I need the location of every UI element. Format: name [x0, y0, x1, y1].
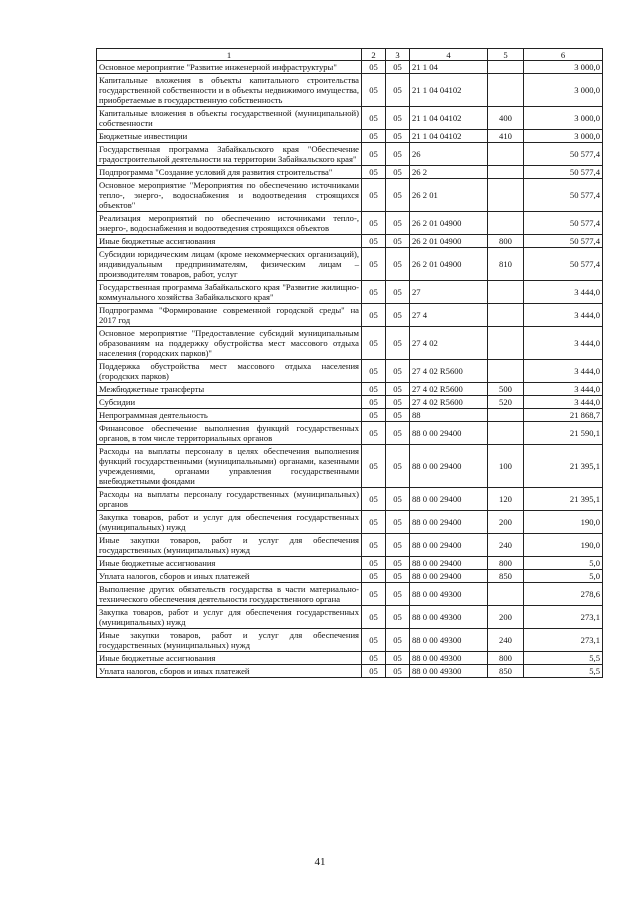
target-article-code: 27 4 02: [410, 327, 488, 360]
amount: 273,1: [524, 629, 603, 652]
amount: 3 000,0: [524, 130, 603, 143]
section-code: 05: [362, 422, 386, 445]
expense-type-code: [488, 360, 524, 383]
section-code: 05: [362, 665, 386, 678]
expense-type-code: 410: [488, 130, 524, 143]
subsection-code: 05: [386, 409, 410, 422]
item-name: Подпрограмма "Формирование современной городской среды" на 2017 год: [97, 304, 362, 327]
table-row: [97, 606, 603, 629]
table-row: [97, 248, 603, 281]
item-name: Иные закупки товаров, работ и услуг для обеспечения государственных (муниципальных) нужд: [97, 629, 362, 652]
table-row: [97, 327, 603, 360]
expense-type-code: 850: [488, 665, 524, 678]
header-col-5: 5: [488, 49, 524, 61]
subsection-code: 05: [386, 511, 410, 534]
item-name: Государственная программа Забайкальского края "Развитие жилищно-коммунального хозяйства Забайкальского края": [97, 281, 362, 304]
target-article-code: 88 0 00 29400: [410, 488, 488, 511]
table-row: [97, 179, 603, 212]
header-col-2: 2: [362, 49, 386, 61]
amount: 21 590,1: [524, 422, 603, 445]
table-row: [97, 583, 603, 606]
subsection-code: 05: [386, 143, 410, 166]
section-code: 05: [362, 488, 386, 511]
section-code: 05: [362, 557, 386, 570]
amount: 21 868,7: [524, 409, 603, 422]
subsection-code: 05: [386, 383, 410, 396]
amount: 5,5: [524, 665, 603, 678]
item-name: Иные закупки товаров, работ и услуг для обеспечения государственных (муниципальных) нужд: [97, 534, 362, 557]
item-name: Уплата налогов, сборов и иных платежей: [97, 570, 362, 583]
subsection-code: 05: [386, 248, 410, 281]
subsection-code: 05: [386, 235, 410, 248]
target-article-code: 88 0 00 49300: [410, 629, 488, 652]
item-name: Основное мероприятие "Развитие инженерной инфраструктуры": [97, 61, 362, 74]
item-name: Субсидии юридическим лицам (кроме некоммерческих организаций), индивидуальным предпринимателям, физическим лицам – производителям товаров, работ, услуг: [97, 248, 362, 281]
item-name: Уплата налогов, сборов и иных платежей: [97, 665, 362, 678]
amount: 190,0: [524, 511, 603, 534]
target-article-code: 27 4 02 R5600: [410, 383, 488, 396]
header-col-3: 3: [386, 49, 410, 61]
amount: 3 444,0: [524, 327, 603, 360]
amount: 50 577,4: [524, 166, 603, 179]
target-article-code: 88 0 00 49300: [410, 606, 488, 629]
section-code: 05: [362, 511, 386, 534]
target-article-code: 21 1 04 04102: [410, 107, 488, 130]
section-code: 05: [362, 383, 386, 396]
item-name: Подпрограмма "Создание условий для развития строительства": [97, 166, 362, 179]
table-row: [97, 488, 603, 511]
section-code: 05: [362, 409, 386, 422]
table-row: [97, 130, 603, 143]
target-article-code: 88: [410, 409, 488, 422]
target-article-code: 88 0 00 29400: [410, 511, 488, 534]
section-code: 05: [362, 74, 386, 107]
table-row: [97, 74, 603, 107]
expense-type-code: 400: [488, 107, 524, 130]
target-article-code: 21 1 04 04102: [410, 130, 488, 143]
table-row: [97, 235, 603, 248]
header-row: [97, 49, 603, 61]
target-article-code: 26 2 01 04900: [410, 248, 488, 281]
table-row: [97, 422, 603, 445]
amount: 278,6: [524, 583, 603, 606]
expense-type-code: [488, 74, 524, 107]
amount: 50 577,4: [524, 212, 603, 235]
table-row: [97, 304, 603, 327]
target-article-code: 26: [410, 143, 488, 166]
target-article-code: 27 4: [410, 304, 488, 327]
item-name: Основное мероприятие "Предоставление субсидий муниципальным образованиям на поддержку обустройства мест массового отдыха населения (городских парков)": [97, 327, 362, 360]
target-article-code: 26 2 01: [410, 179, 488, 212]
table-row: [97, 409, 603, 422]
expense-type-code: 810: [488, 248, 524, 281]
subsection-code: 05: [386, 570, 410, 583]
expense-type-code: 800: [488, 557, 524, 570]
target-article-code: 88 0 00 29400: [410, 422, 488, 445]
subsection-code: 05: [386, 629, 410, 652]
amount: 50 577,4: [524, 179, 603, 212]
expense-type-code: 100: [488, 445, 524, 488]
header-col-1: 1: [97, 49, 362, 61]
subsection-code: 05: [386, 606, 410, 629]
section-code: 05: [362, 212, 386, 235]
item-name: Финансовое обеспечение выполнения функций государственных органов, в том числе территориальных органов: [97, 422, 362, 445]
subsection-code: 05: [386, 304, 410, 327]
amount: 5,0: [524, 557, 603, 570]
subsection-code: 05: [386, 130, 410, 143]
section-code: 05: [362, 652, 386, 665]
section-code: 05: [362, 583, 386, 606]
amount: 190,0: [524, 534, 603, 557]
item-name: Расходы на выплаты персоналу в целях обеспечения выполнения функций государственными (муниципальными) органами, казенными учреждениями, органами управления государственными внебюджетными фондами: [97, 445, 362, 488]
section-code: 05: [362, 61, 386, 74]
expense-type-code: 120: [488, 488, 524, 511]
table-row: [97, 61, 603, 74]
item-name: Иные бюджетные ассигнования: [97, 235, 362, 248]
subsection-code: 05: [386, 327, 410, 360]
expense-type-code: [488, 61, 524, 74]
expense-type-code: 240: [488, 629, 524, 652]
expense-type-code: 520: [488, 396, 524, 409]
expense-type-code: [488, 304, 524, 327]
section-code: 05: [362, 166, 386, 179]
amount: 3 444,0: [524, 281, 603, 304]
subsection-code: 05: [386, 665, 410, 678]
item-name: Субсидии: [97, 396, 362, 409]
expense-type-code: 800: [488, 652, 524, 665]
expense-type-code: [488, 583, 524, 606]
target-article-code: 21 1 04 04102: [410, 74, 488, 107]
table-row: [97, 570, 603, 583]
target-article-code: 27: [410, 281, 488, 304]
table-row: [97, 360, 603, 383]
section-code: 05: [362, 281, 386, 304]
amount: 21 395,1: [524, 445, 603, 488]
item-name: Иные бюджетные ассигнования: [97, 557, 362, 570]
expense-type-code: [488, 281, 524, 304]
section-code: 05: [362, 304, 386, 327]
item-name: Закупка товаров, работ и услуг для обеспечения государственных (муниципальных) нужд: [97, 511, 362, 534]
expense-type-code: [488, 166, 524, 179]
target-article-code: 88 0 00 49300: [410, 652, 488, 665]
item-name: Расходы на выплаты персоналу государственных (муниципальных) органов: [97, 488, 362, 511]
subsection-code: 05: [386, 166, 410, 179]
section-code: 05: [362, 327, 386, 360]
table-row: [97, 383, 603, 396]
table-row: [97, 107, 603, 130]
item-name: Бюджетные инвестиции: [97, 130, 362, 143]
amount: 273,1: [524, 606, 603, 629]
item-name: Основное мероприятие "Мероприятия по обеспечению источниками тепло-, энерго-, водоснабжения и водоотведения строящихся объектов": [97, 179, 362, 212]
section-code: 05: [362, 235, 386, 248]
amount: 50 577,4: [524, 248, 603, 281]
subsection-code: 05: [386, 583, 410, 606]
section-code: 05: [362, 248, 386, 281]
target-article-code: 26 2 01 04900: [410, 212, 488, 235]
table-row: [97, 281, 603, 304]
target-article-code: 88 0 00 49300: [410, 583, 488, 606]
subsection-code: 05: [386, 212, 410, 235]
expense-type-code: 200: [488, 606, 524, 629]
target-article-code: 21 1 04: [410, 61, 488, 74]
table-row: [97, 212, 603, 235]
table-row: [97, 557, 603, 570]
amount: 3 444,0: [524, 383, 603, 396]
item-name: Поддержка обустройства мест массового отдыха населения (городских парков): [97, 360, 362, 383]
amount: 50 577,4: [524, 235, 603, 248]
table-row: [97, 143, 603, 166]
target-article-code: 26 2: [410, 166, 488, 179]
section-code: 05: [362, 143, 386, 166]
target-article-code: 88 0 00 29400: [410, 445, 488, 488]
amount: 50 577,4: [524, 143, 603, 166]
amount: 3 000,0: [524, 74, 603, 107]
section-code: 05: [362, 396, 386, 409]
item-name: Капитальные вложения в объекты капитального строительства государственной собственности и в объекты недвижимого имущества, приобретаемые в государственную собственность: [97, 74, 362, 107]
amount: 5,5: [524, 652, 603, 665]
subsection-code: 05: [386, 107, 410, 130]
subsection-code: 05: [386, 652, 410, 665]
expense-type-code: [488, 143, 524, 166]
table-body: [97, 61, 603, 678]
budget-table: [96, 48, 603, 678]
expense-type-code: 200: [488, 511, 524, 534]
table-row: [97, 652, 603, 665]
subsection-code: 05: [386, 281, 410, 304]
item-name: Иные бюджетные ассигнования: [97, 652, 362, 665]
subsection-code: 05: [386, 488, 410, 511]
amount: 5,0: [524, 570, 603, 583]
target-article-code: 88 0 00 29400: [410, 570, 488, 583]
expense-type-code: [488, 179, 524, 212]
item-name: Реализация мероприятий по обеспечению источниками тепло-, энерго-, водоснабжения и водоотведения строящихся объектов: [97, 212, 362, 235]
section-code: 05: [362, 629, 386, 652]
subsection-code: 05: [386, 445, 410, 488]
section-code: 05: [362, 606, 386, 629]
subsection-code: 05: [386, 534, 410, 557]
table-row: [97, 445, 603, 488]
expense-type-code: 500: [488, 383, 524, 396]
table-row: [97, 665, 603, 678]
amount: 21 395,1: [524, 488, 603, 511]
item-name: Капитальные вложения в объекты государственной (муниципальной) собственности: [97, 107, 362, 130]
subsection-code: 05: [386, 74, 410, 107]
amount: 3 444,0: [524, 360, 603, 383]
section-code: 05: [362, 534, 386, 557]
item-name: Закупка товаров, работ и услуг для обеспечения государственных (муниципальных) нужд: [97, 606, 362, 629]
header-col-6: 6: [524, 49, 603, 61]
section-code: 05: [362, 445, 386, 488]
amount: 3 444,0: [524, 304, 603, 327]
item-name: Межбюджетные трансферты: [97, 383, 362, 396]
amount: 3 000,0: [524, 107, 603, 130]
subsection-code: 05: [386, 61, 410, 74]
table-row: [97, 396, 603, 409]
item-name: Непрограммная деятельность: [97, 409, 362, 422]
section-code: 05: [362, 130, 386, 143]
target-article-code: 88 0 00 29400: [410, 534, 488, 557]
expense-type-code: [488, 409, 524, 422]
table-row: [97, 166, 603, 179]
expense-type-code: 850: [488, 570, 524, 583]
expense-type-code: [488, 212, 524, 235]
expense-type-code: [488, 327, 524, 360]
subsection-code: 05: [386, 179, 410, 212]
section-code: 05: [362, 360, 386, 383]
subsection-code: 05: [386, 557, 410, 570]
target-article-code: 27 4 02 R5600: [410, 360, 488, 383]
section-code: 05: [362, 107, 386, 130]
section-code: 05: [362, 179, 386, 212]
subsection-code: 05: [386, 360, 410, 383]
table-row: [97, 534, 603, 557]
expense-type-code: [488, 422, 524, 445]
amount: 3 444,0: [524, 396, 603, 409]
target-article-code: 26 2 01 04900: [410, 235, 488, 248]
table-row: [97, 629, 603, 652]
section-code: 05: [362, 570, 386, 583]
target-article-code: 27 4 02 R5600: [410, 396, 488, 409]
item-name: Государственная программа Забайкальского края "Обеспечение градостроительной деятельности на территории Забайкальского края": [97, 143, 362, 166]
expense-type-code: 800: [488, 235, 524, 248]
subsection-code: 05: [386, 422, 410, 445]
item-name: Выполнение других обязательств государства в части материально-технического обеспечения деятельности государственного органа: [97, 583, 362, 606]
header-col-4: 4: [410, 49, 488, 61]
amount: 3 000,0: [524, 61, 603, 74]
expense-type-code: 240: [488, 534, 524, 557]
page-number: 41: [314, 856, 326, 868]
table-row: [97, 511, 603, 534]
subsection-code: 05: [386, 396, 410, 409]
target-article-code: 88 0 00 29400: [410, 557, 488, 570]
target-article-code: 88 0 00 49300: [410, 665, 488, 678]
